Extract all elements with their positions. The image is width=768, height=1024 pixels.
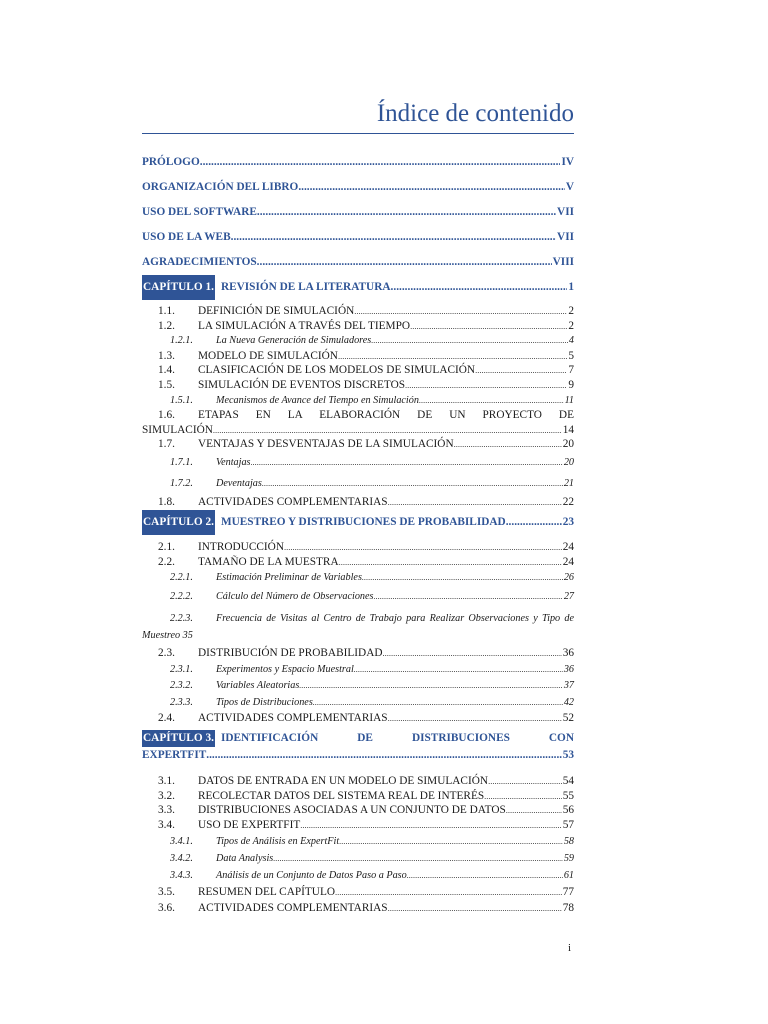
toc-subsection[interactable]: 2.3.1. Experimentos y Espacio Muestral ..... 36: [142, 662, 574, 677]
toc-section[interactable]: 1.8. ACTIVIDADES COMPLEMENTARIAS ..... 22: [142, 494, 574, 510]
table-of-contents: [142, 150, 574, 915]
toc-entry-organizacion[interactable]: ORGANIZACIÓN DEL LIBRO ..... V: [142, 175, 574, 200]
toc-subsection-multiline[interactable]: 2.2.3. Frecuencia de Visitas al Centro de Trabajo para Realizar Observaciones y Tipo de Muestreo 35: [142, 613, 574, 642]
toc-chapter-2[interactable]: CAPÍTULO 2. MUESTREO Y DISTRIBUCIONES DE PROBABILIDAD ..... 23: [142, 510, 574, 535]
toc-section[interactable]: 3.1. DATOS DE ENTRADA EN UN MODELO DE SIMULACIÓN ..... 54: [142, 774, 574, 789]
toc-section[interactable]: 1.4. CLASIFICACIÓN DE LOS MODELOS DE SIMULACIÓN ..... 7: [142, 363, 574, 378]
toc-section[interactable]: 1.5. SIMULACIÓN DE EVENTOS DISCRETOS ..... 9: [142, 378, 574, 393]
chapter-label: CAPÍTULO 2.: [142, 510, 215, 535]
toc-section[interactable]: 1.7. VENTAJAS Y DESVENTAJAS DE LA SIMULACIÓN ..... 20: [142, 437, 574, 452]
toc-section[interactable]: 1.3. MODELO DE SIMULACIÓN ..... 5: [142, 349, 574, 364]
toc-section[interactable]: 3.5. RESUMEN DEL CAPÍTULO ..... 77: [142, 884, 574, 901]
chapter-label: CAPÍTULO 3.: [142, 730, 215, 747]
toc-subsection[interactable]: 1.2.1. La Nueva Generación de Simuladores ..... 4: [142, 333, 574, 349]
toc-subsection[interactable]: 1.7.1. Ventajas ..... 20: [142, 452, 574, 473]
toc-section[interactable]: 1.2. LA SIMULACIÓN A TRAVÉS DEL TIEMPO ..... 2: [142, 319, 574, 334]
toc-section[interactable]: 2.4. ACTIVIDADES COMPLEMENTARIAS ..... 52: [142, 711, 574, 725]
toc-section-multiline[interactable]: 1.6. ETAPAS EN LA ELABORACIÓN DE UN PROYECTO DE SIMULACIÓN ..... 14: [142, 408, 574, 437]
toc-subsection[interactable]: 1.7.2. Deventajas ..... 21: [142, 473, 574, 494]
toc-section[interactable]: 2.3. DISTRIBUCIÓN DE PROBABILIDAD ..... 36: [142, 644, 574, 662]
toc-subsection[interactable]: 3.4.1. Tipos de Análisis en ExpertFit ..... 58: [142, 833, 574, 850]
toc-section[interactable]: 3.6. ACTIVIDADES COMPLEMENTARIAS ..... 78: [142, 901, 574, 915]
chapter-label: CAPÍTULO 1.: [142, 275, 215, 300]
toc-section[interactable]: 2.1. INTRODUCCIÓN ..... 24: [142, 540, 574, 555]
toc-section[interactable]: 2.2. TAMAÑO DE LA MUESTRA ..... 24: [142, 555, 574, 570]
toc-subsection[interactable]: 2.2.2. Cálculo del Número de Observaciones ..... 27: [142, 586, 574, 607]
toc-section[interactable]: 3.2. RECOLECTAR DATOS DEL SISTEMA REAL DE INTERÉS ..... 55: [142, 789, 574, 804]
page-title: Índice de contenido: [376, 100, 574, 127]
title-divider: [142, 133, 574, 134]
toc-chapter-1[interactable]: CAPÍTULO 1. REVISIÓN DE LA LITERATURA ..... 1: [142, 275, 574, 300]
toc-subsection[interactable]: 2.2.1. Estimación Preliminar de Variables ..... 26: [142, 569, 574, 586]
toc-subsection[interactable]: 3.4.3. Análisis de un Conjunto de Datos Paso a Paso ..... 61: [142, 867, 574, 884]
toc-chapter-3[interactable]: CAPÍTULO 3. IDENTIFICACIÓN DE DISTRIBUCIONES CON EXPERTFIT ..... 53: [142, 725, 574, 764]
toc-subsection[interactable]: 2.3.3. Tipos de Distribuciones ..... 42: [142, 694, 574, 711]
toc-section[interactable]: 3.4. USO DE EXPERTFIT ..... 57: [142, 818, 574, 833]
page-number: i: [568, 942, 572, 954]
toc-entry-uso-software[interactable]: USO DEL SOFTWARE ..... VII: [142, 200, 574, 225]
toc-subsection[interactable]: 1.5.1. Mecanismos de Avance del Tiempo en Simulación ..... 11: [142, 393, 574, 409]
toc-entry-prologo[interactable]: PRÓLOGO ..... IV: [142, 150, 574, 175]
toc-subsection[interactable]: 3.4.2. Data Analysis ..... 59: [142, 850, 574, 867]
toc-section[interactable]: 3.3. DISTRIBUCIONES ASOCIADAS A UN CONJUNTO DE DATOS ..... 56: [142, 803, 574, 818]
toc-subsection[interactable]: 2.3.2. Variables Aleatorias ..... 37: [142, 677, 574, 694]
toc-section[interactable]: 1.1. DEFINICIÓN DE SIMULACIÓN ..... 2: [142, 304, 574, 319]
toc-entry-agradecimientos[interactable]: AGRADECIMIENTOS ..... VIII: [142, 250, 574, 275]
toc-entry-uso-web[interactable]: USO DE LA WEB ..... VII: [142, 225, 574, 250]
